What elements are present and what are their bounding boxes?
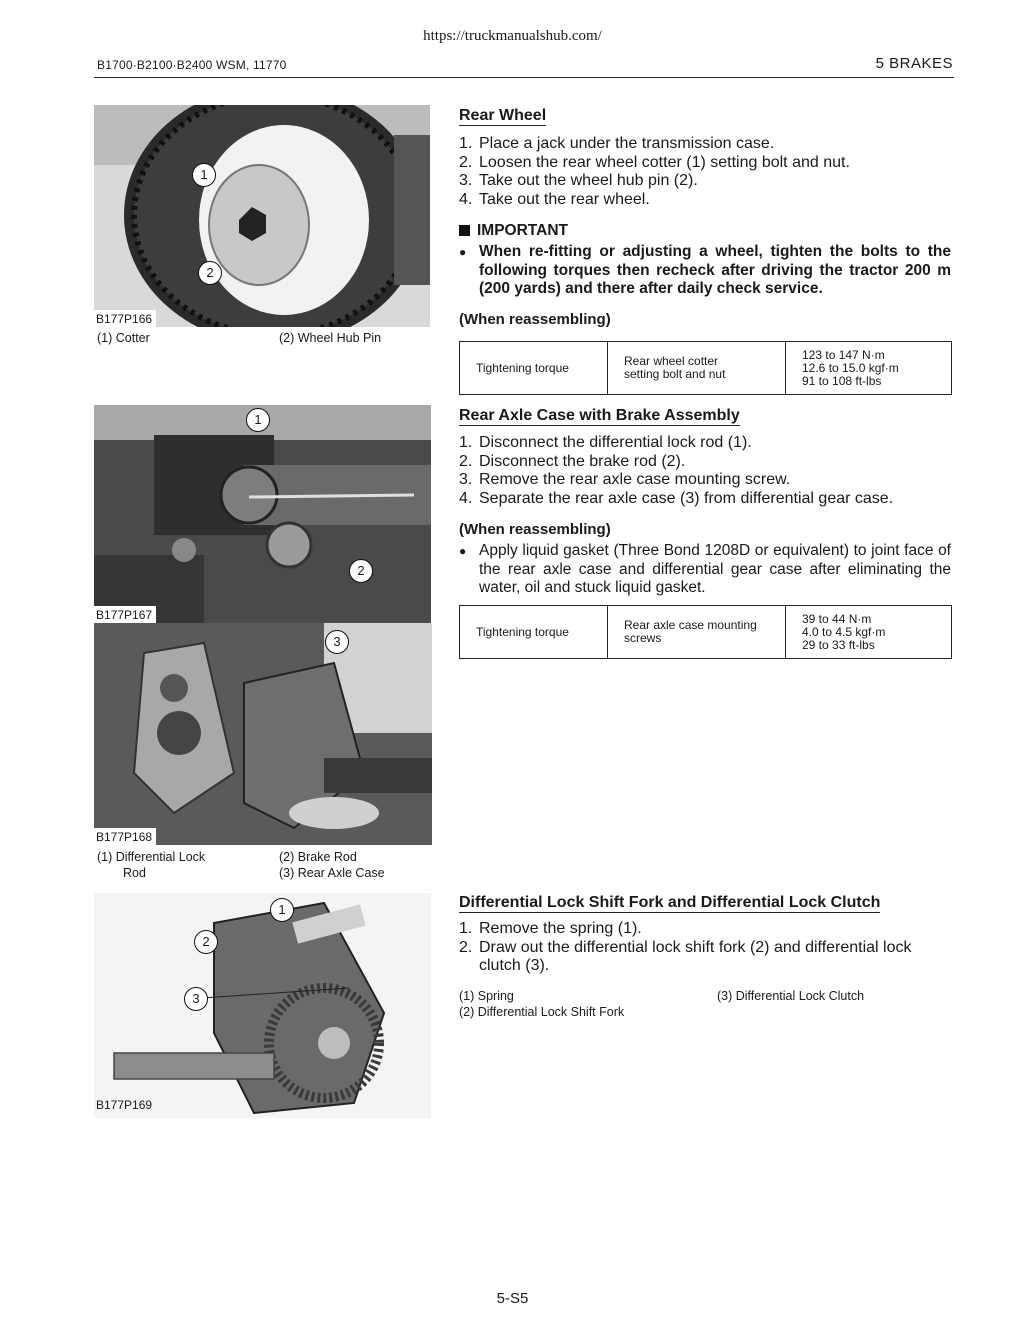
reassembling-heading: (When reassembling) bbox=[459, 311, 611, 328]
torque-value: 123 to 147 N·m 12.6 to 15.0 kgf·m 91 to 108 ft-lbs bbox=[786, 342, 952, 395]
list-item: 2. Disconnect the brake rod (2). bbox=[459, 452, 686, 470]
callout-1: 1 bbox=[270, 898, 294, 922]
torque-item: Rear axle case mounting screws bbox=[608, 606, 786, 659]
list-item: 2. Draw out the differential lock shift fork (2) and differential lock clutch (3). bbox=[459, 938, 912, 974]
callout-3: 3 bbox=[325, 630, 349, 654]
torque-value: 39 to 44 N·m 4.0 to 4.5 kgf·m 29 to 33 ft-lbs bbox=[786, 606, 952, 659]
list-item: 4. Separate the rear axle case (3) from differential gear case. bbox=[459, 489, 894, 507]
bullet-icon: ● bbox=[459, 245, 467, 259]
reassembling-heading: (When reassembling) bbox=[459, 521, 611, 538]
figure-id: B177P166 bbox=[94, 310, 156, 327]
caption-lock-clutch: (3) Differential Lock Clutch bbox=[717, 989, 865, 1003]
torque-label: Tightening torque bbox=[460, 342, 608, 395]
torque-label: Tightening torque bbox=[460, 606, 608, 659]
rear-axle-steps bbox=[459, 434, 959, 508]
page-number: 5-S5 bbox=[496, 1290, 529, 1307]
photo-rear-axle-rods bbox=[94, 405, 431, 623]
torque-item: Rear wheel cotter setting bolt and nut bbox=[608, 342, 786, 395]
callout-2: 2 bbox=[198, 261, 222, 285]
callout-1: 1 bbox=[192, 163, 216, 187]
callout-1: 1 bbox=[246, 408, 270, 432]
section-title-diff-lock: Differential Lock Shift Fork and Differential Lock Clutch bbox=[459, 894, 881, 911]
important-heading: IMPORTANT bbox=[459, 222, 568, 240]
figure-id: B177P168 bbox=[94, 828, 156, 845]
list-item: 1. Disconnect the differential lock rod (1). bbox=[459, 434, 752, 451]
callout-2: 2 bbox=[194, 930, 218, 954]
list-item: 1. Remove the spring (1). bbox=[459, 920, 642, 937]
photo-rear-axle-case bbox=[94, 623, 432, 845]
figure-id: B177P169 bbox=[96, 1098, 153, 1112]
figure-caption-rear-axle-case: (3) Rear Axle Case bbox=[279, 866, 385, 880]
list-item: 2. Loosen the rear wheel cotter (1) setting bolt and nut. bbox=[459, 153, 850, 171]
important-note: ● When re-fitting or adjusting a wheel, tighten the bolts to the following torques then recheck after driving the tractor 200 m (200 yards) and there after daily check service. bbox=[459, 243, 951, 297]
caption-shift-fork: (2) Differential Lock Shift Fork bbox=[459, 1005, 625, 1019]
torque-table-rear-axle bbox=[459, 605, 952, 659]
figure-id: B177P167 bbox=[94, 606, 156, 623]
diff-lock-steps bbox=[459, 920, 951, 976]
square-bullet-icon bbox=[459, 225, 470, 236]
figure-caption-wheel-hub-pin: (2) Wheel Hub Pin bbox=[279, 331, 382, 345]
photo-diff-lock-shift-fork bbox=[94, 893, 431, 1118]
photo-rear-wheel bbox=[94, 105, 430, 327]
figure-caption-diff-lock-rod: (1) Differential Lock Rod bbox=[97, 850, 206, 880]
figure-caption-brake-rod: (2) Brake Rod bbox=[279, 850, 357, 864]
source-url: https://truckmanualshub.com/ bbox=[423, 28, 602, 44]
callout-3: 3 bbox=[184, 987, 208, 1011]
figure-caption-cotter: (1) Cotter bbox=[97, 331, 150, 345]
section-title-rear-wheel: Rear Wheel bbox=[459, 107, 547, 124]
torque-table-rear-wheel bbox=[459, 341, 952, 395]
list-item: 4. Take out the rear wheel. bbox=[459, 190, 650, 208]
caption-spring: (1) Spring bbox=[459, 989, 514, 1003]
list-item: 3. Take out the wheel hub pin (2). bbox=[459, 172, 698, 189]
callout-2: 2 bbox=[349, 559, 373, 583]
rear-wheel-steps bbox=[459, 135, 959, 209]
header-rule bbox=[94, 77, 954, 78]
manual-model-header: B1700·B2100·B2400 WSM, 11770 bbox=[97, 58, 287, 72]
liquid-gasket-note: ● Apply liquid gasket (Three Bond 1208D or equivalent) to joint face of the rear axle case and differential gear case after eliminating the water, oil and stuck liquid gasket. bbox=[459, 542, 951, 596]
section-title-rear-axle-case: Rear Axle Case with Brake Assembly bbox=[459, 407, 740, 424]
bullet-icon: ● bbox=[459, 544, 467, 558]
list-item: 3. Remove the rear axle case mounting screw. bbox=[459, 471, 791, 488]
section-header: 5 BRAKES bbox=[875, 55, 953, 72]
list-item: 1. Place a jack under the transmission case. bbox=[459, 135, 775, 152]
